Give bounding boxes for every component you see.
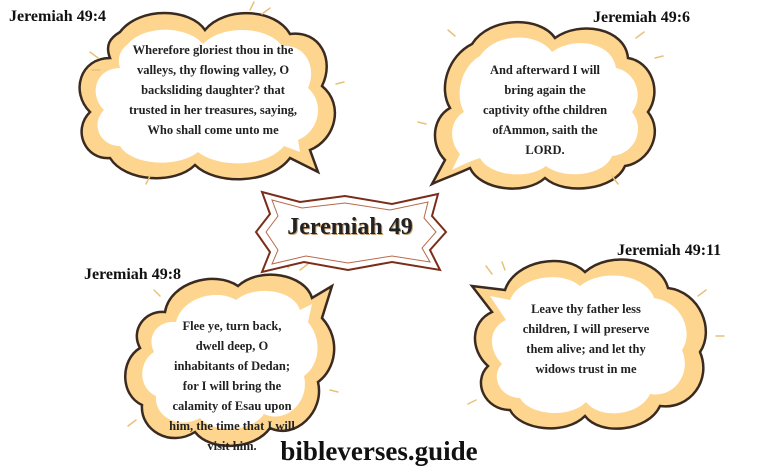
site-footer: bibleverses.guide xyxy=(280,436,478,466)
verse-text-2: And afterward I will bring again the captivity ofthe children ofAmmon, saith the LORD. xyxy=(482,63,608,157)
reference-label-4: Jeremiah 49:11 xyxy=(617,242,722,259)
verse-text-3: Flee ye, turn back, dwell deep, O inhabitants of Dedan; for I will bring the calamity of Esau upon him, the time that I will visit him. xyxy=(169,319,295,453)
verse-text-1: Wherefore gloriest thou in the valleys, thy flowing valley, O backsliding daughter? that trusted in her treasures, saying, Who shall come unto me xyxy=(128,43,298,137)
verse-text-4: Leave thy father less children, I will preserve them alive; and let thy widows trust in me xyxy=(522,302,650,376)
page-title: Jeremiah 49 xyxy=(287,214,413,240)
reference-label-1: Jeremiah 49:4 xyxy=(9,8,107,25)
reference-label-2: Jeremiah 49:6 xyxy=(593,9,691,26)
reference-label-3: Jeremiah 49:8 xyxy=(84,266,182,283)
